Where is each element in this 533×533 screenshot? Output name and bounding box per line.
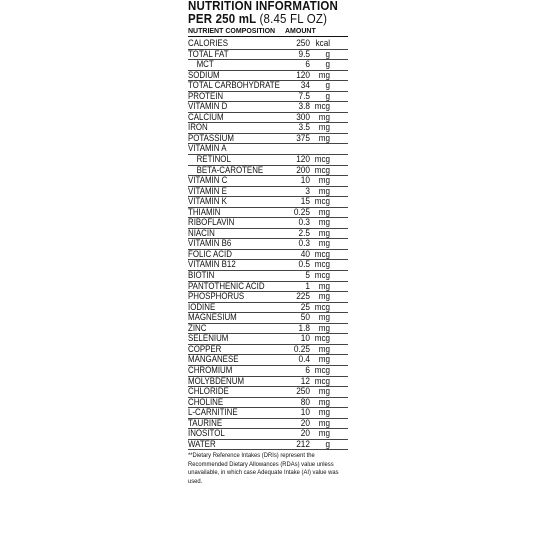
nutrient-unit: g — [325, 59, 330, 70]
header-amount: AMOUNT — [285, 28, 316, 35]
nutrient-unit: kcal — [315, 38, 330, 48]
title-line-1: NUTRITION INFORMATION — [188, 0, 338, 13]
nutrient-value: 300 — [296, 111, 310, 122]
nutrient-name: RETINOL — [196, 154, 231, 165]
nutrient-unit: mg — [318, 322, 330, 333]
nutrient-unit: mcg — [314, 154, 330, 165]
nutrient-unit: mg — [318, 354, 330, 365]
nutrient-value: 0.4 — [298, 354, 310, 365]
nutrient-unit: mg — [318, 428, 330, 439]
nutrient-unit: mg — [318, 238, 330, 249]
nutrient-value: 3.8 — [298, 101, 310, 112]
footnote: **Dietary Reference Intakes (DRIs) represent the Recommended Dietary Allowances (RDAs) value unless unavailable, in which case Adequate Intake (AI) value was used. — [188, 452, 339, 485]
nutrient-unit: mg — [318, 217, 330, 228]
nutrient-value: 212 — [296, 438, 310, 449]
nutrient-name: THIAMIN — [188, 206, 221, 217]
nutrient-value: 200 — [296, 164, 310, 175]
nutrient-unit: mg — [318, 227, 330, 238]
nutrient-unit: mg — [318, 386, 330, 397]
nutrient-name: BIOTIN — [188, 270, 215, 281]
nutrient-name: VITAMIN E — [188, 185, 227, 196]
nutrient-value: 0.25 — [293, 206, 310, 217]
nutrient-unit: g — [325, 48, 330, 59]
nutrient-name: POTASSIUM — [188, 132, 234, 143]
nutrient-unit: mg — [318, 312, 330, 323]
nutrient-value: 120 — [296, 69, 310, 80]
nutrient-name: MANGANESE — [188, 354, 239, 365]
nutrient-unit: mg — [318, 291, 330, 302]
nutrient-unit: mcg — [314, 248, 330, 259]
nutrient-unit: mg — [318, 206, 330, 217]
nutrient-unit: mcg — [314, 301, 330, 312]
nutrient-value: 10 — [300, 407, 310, 418]
nutrient-unit: mg — [318, 185, 330, 196]
nutrient-value: 20 — [300, 417, 310, 428]
nutrient-unit: mcg — [314, 375, 330, 386]
nutrient-value: 1 — [305, 280, 310, 291]
title-serving-size: PER 250 mL — [188, 12, 257, 26]
nutrient-unit: mg — [318, 69, 330, 80]
nutrient-unit: mg — [318, 122, 330, 133]
nutrient-unit: mcg — [314, 333, 330, 344]
nutrient-unit: mg — [318, 417, 330, 428]
nutrient-name: VITAMIN A — [188, 143, 227, 154]
nutrient-value: 0.3 — [298, 238, 310, 249]
nutrient-name: IODINE — [188, 301, 216, 312]
nutrient-name: VITAMIN B6 — [188, 238, 232, 249]
nutrient-value: 7.5 — [298, 90, 310, 101]
nutrition-panel — [188, 0, 348, 486]
nutrient-unit: mcg — [314, 164, 330, 175]
nutrient-name: IRON — [188, 122, 208, 133]
nutrient-value: 20 — [300, 428, 310, 439]
nutrient-name: PROTEIN — [188, 90, 224, 101]
nutrient-name: WATER — [188, 438, 216, 449]
nutrient-unit: mcg — [314, 101, 330, 112]
nutrient-value: 80 — [300, 396, 310, 407]
nutrient-value: 15 — [300, 196, 310, 207]
nutrient-value: 0.3 — [298, 217, 310, 228]
nutrient-value: 120 — [296, 154, 310, 165]
nutrient-unit: mcg — [314, 259, 330, 270]
nutrient-table — [188, 39, 348, 450]
nutrient-name: TAURINE — [188, 417, 223, 428]
nutrient-name: FOLIC ACID — [188, 248, 232, 259]
nutrient-unit: mg — [318, 407, 330, 418]
nutrient-name: COPPER — [188, 343, 222, 354]
nutrient-name: MOLYBDENUM — [188, 375, 245, 386]
nutrient-name: SODIUM — [188, 69, 220, 80]
nutrient-value: 1.8 — [298, 322, 310, 333]
nutrient-name: VITAMIN C — [188, 175, 228, 186]
header-nutrient: NUTRIENT COMPOSITION — [188, 28, 276, 35]
nutrient-value: 34 — [300, 80, 310, 91]
nutrient-name: VITAMIN K — [188, 196, 227, 207]
nutrient-name: CHOLINE — [188, 396, 224, 407]
nutrient-value: 10 — [300, 333, 310, 344]
nutrient-row — [188, 440, 348, 451]
nutrient-value: 250 — [296, 386, 310, 397]
nutrient-unit: mg — [318, 343, 330, 354]
nutrient-value: 375 — [296, 132, 310, 143]
nutrient-name: MAGNESIUM — [188, 312, 237, 323]
nutrient-unit: mg — [318, 111, 330, 122]
nutrient-value: 2.5 — [298, 227, 310, 238]
nutrient-name: CALCIUM — [188, 111, 224, 122]
nutrient-name: RIBOFLAVIN — [188, 217, 235, 228]
nutrient-unit: g — [325, 80, 330, 91]
title-serving-oz: (8.45 FL OZ) — [259, 12, 328, 26]
nutrient-value: 12 — [300, 375, 310, 386]
nutrient-unit: mg — [318, 396, 330, 407]
nutrient-unit: g — [325, 90, 330, 101]
nutrient-value: 250 — [296, 38, 310, 48]
nutrient-value: 6 — [305, 59, 310, 70]
nutrient-value: 225 — [296, 291, 310, 302]
nutrient-name: BETA-CAROTENE — [196, 164, 264, 175]
table-header — [188, 27, 348, 37]
nutrient-name: L-CARNITINE — [188, 407, 238, 418]
nutrient-name: SELENIUM — [188, 333, 229, 344]
nutrient-unit: mg — [318, 132, 330, 143]
nutrient-value: 3 — [305, 185, 310, 196]
nutrient-value: 6 — [305, 364, 310, 375]
nutrient-unit: mg — [318, 175, 330, 186]
nutrient-unit: mg — [318, 280, 330, 291]
nutrient-name: MCT — [196, 59, 214, 70]
nutrient-name: NIACIN — [188, 227, 215, 238]
nutrient-name: TOTAL CARBOHYDRATE — [188, 80, 280, 91]
nutrient-name: CHROMIUM — [188, 364, 233, 375]
nutrient-value: 3.5 — [298, 122, 310, 133]
nutrient-name: TOTAL FAT — [188, 48, 229, 59]
nutrient-unit: mcg — [314, 364, 330, 375]
nutrient-value: 25 — [300, 301, 310, 312]
nutrient-unit: mcg — [314, 196, 330, 207]
nutrient-value: 9.5 — [298, 48, 310, 59]
nutrient-unit: mcg — [314, 270, 330, 281]
nutrient-value: 0.5 — [298, 259, 310, 270]
nutrient-value: 10 — [300, 175, 310, 186]
nutrient-name: INOSITOL — [188, 428, 225, 439]
nutrient-value: 50 — [300, 312, 310, 323]
nutrient-value: 5 — [305, 270, 310, 281]
nutrient-unit: g — [325, 438, 330, 449]
nutrient-value: 0.25 — [293, 343, 310, 354]
nutrient-name: CHLORIDE — [188, 386, 229, 397]
title-line-2 — [188, 13, 335, 26]
panel-title — [188, 0, 338, 26]
nutrient-name: PANTOTHENIC ACID — [188, 280, 265, 291]
nutrient-name: VITAMIN B12 — [188, 259, 236, 270]
nutrient-value: 40 — [300, 248, 310, 259]
nutrient-name: CALORIES — [188, 38, 228, 48]
nutrient-name: PHOSPHORUS — [188, 291, 245, 302]
nutrient-name: ZINC — [188, 322, 207, 333]
nutrient-name: VITAMIN D — [188, 101, 228, 112]
